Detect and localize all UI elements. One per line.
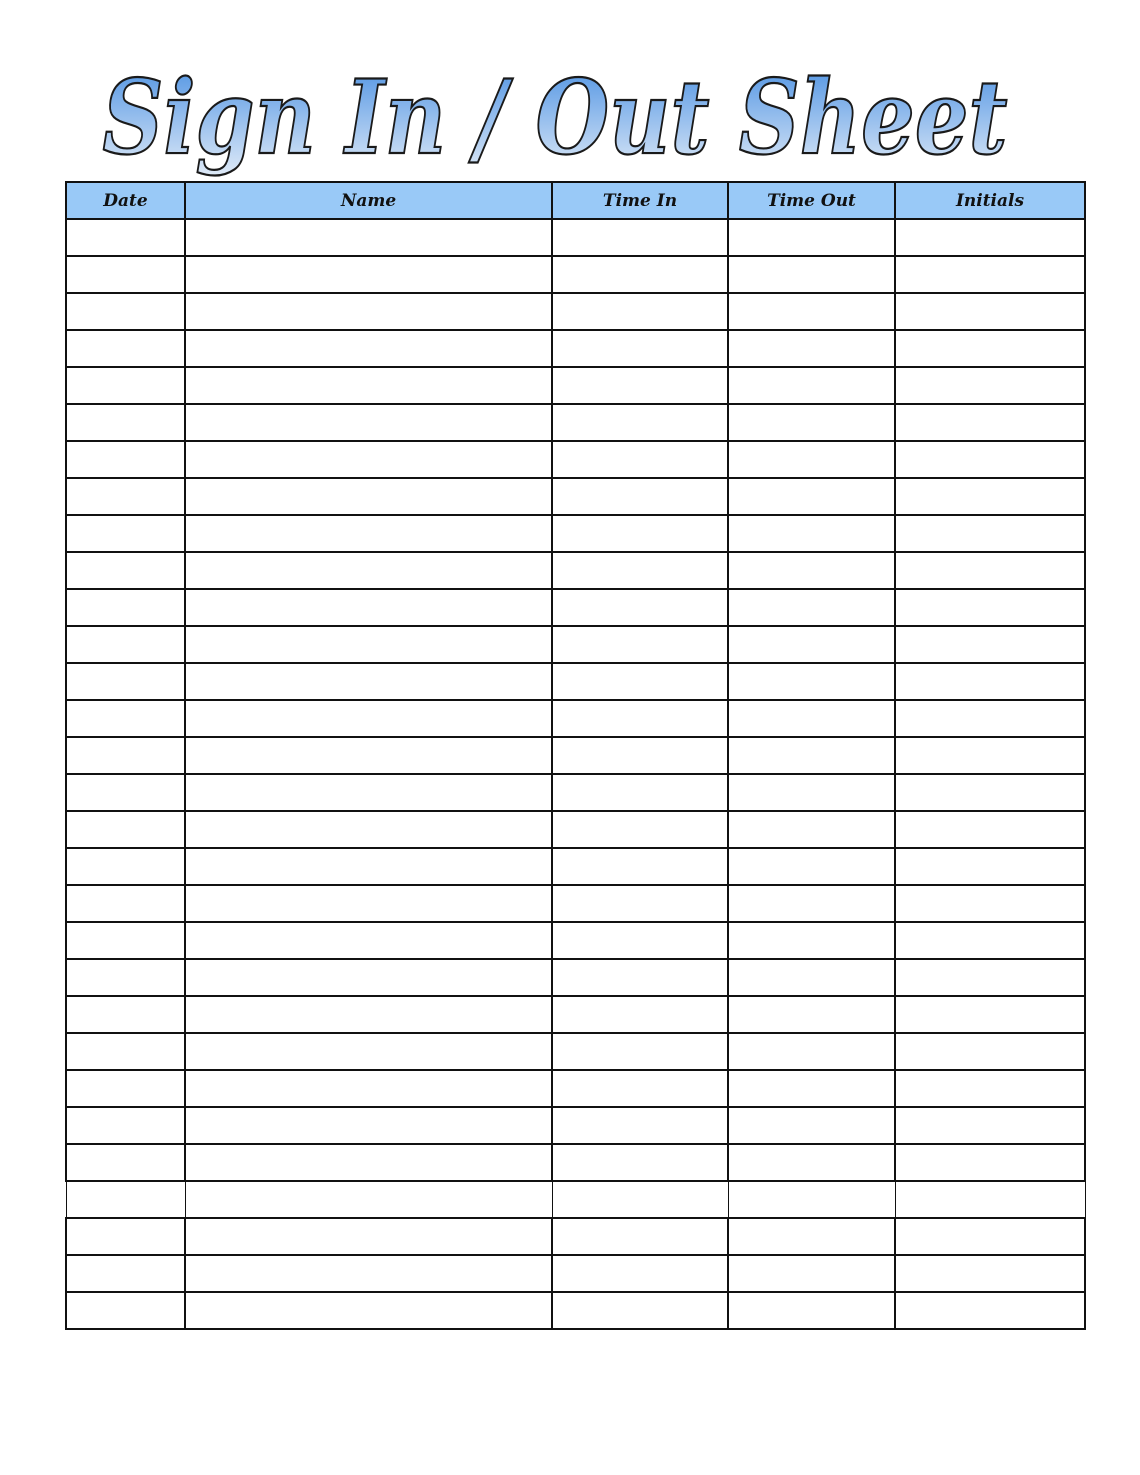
date-cell[interactable] [66, 441, 185, 478]
time-in-cell[interactable] [552, 885, 728, 922]
date-cell[interactable] [66, 922, 185, 959]
initials-cell[interactable] [895, 367, 1085, 404]
time-out-cell[interactable] [728, 1218, 895, 1255]
time-out-cell[interactable] [728, 1070, 895, 1107]
sheet-title: Sign In / Out Sheet [102, 58, 1008, 178]
date-cell[interactable] [66, 737, 185, 774]
table-row [66, 1181, 1085, 1218]
initials-cell[interactable] [895, 1033, 1085, 1070]
time-in-cell[interactable] [552, 219, 728, 256]
sign-in-out-table [65, 181, 1086, 1330]
date-cell[interactable] [66, 256, 185, 293]
time-out-cell[interactable] [728, 478, 895, 515]
name-cell[interactable] [185, 737, 552, 774]
table-row [66, 1218, 1085, 1255]
initials-cell[interactable] [895, 1218, 1085, 1255]
date-cell[interactable] [66, 1292, 185, 1329]
date-cell[interactable] [66, 219, 185, 256]
date-cell[interactable] [66, 959, 185, 996]
table-row [66, 367, 1085, 404]
name-cell[interactable] [185, 700, 552, 737]
table-row [66, 441, 1085, 478]
table-body [66, 219, 1085, 1329]
table-row [66, 256, 1085, 293]
time-in-cell[interactable] [552, 996, 728, 1033]
initials-cell[interactable] [895, 811, 1085, 848]
time-out-cell[interactable] [728, 441, 895, 478]
table-row [66, 1033, 1085, 1070]
column-header-time-in: Time In [552, 182, 728, 219]
initials-cell[interactable] [895, 774, 1085, 811]
time-out-cell[interactable] [728, 1033, 895, 1070]
initials-cell[interactable] [895, 996, 1085, 1033]
name-cell[interactable] [185, 811, 552, 848]
date-cell[interactable] [66, 663, 185, 700]
name-cell[interactable] [185, 1292, 552, 1329]
date-cell[interactable] [66, 626, 185, 663]
time-in-cell[interactable] [552, 1070, 728, 1107]
name-cell[interactable] [185, 1070, 552, 1107]
name-cell[interactable] [185, 922, 552, 959]
sheet-title-banner [0, 50, 1140, 190]
time-in-cell[interactable] [552, 774, 728, 811]
time-in-cell[interactable] [552, 848, 728, 885]
time-out-cell[interactable] [728, 663, 895, 700]
initials-cell[interactable] [895, 663, 1085, 700]
time-out-cell[interactable] [728, 885, 895, 922]
initials-cell[interactable] [895, 552, 1085, 589]
table-row [66, 663, 1085, 700]
date-cell[interactable] [66, 811, 185, 848]
time-out-cell[interactable] [728, 367, 895, 404]
initials-cell[interactable] [895, 515, 1085, 552]
table-row [66, 848, 1085, 885]
table-row [66, 737, 1085, 774]
time-in-cell[interactable] [552, 959, 728, 996]
time-out-cell[interactable] [728, 1107, 895, 1144]
name-cell[interactable] [185, 367, 552, 404]
name-cell[interactable] [185, 404, 552, 441]
time-in-cell[interactable] [552, 1144, 728, 1181]
time-out-cell[interactable] [728, 626, 895, 663]
date-cell[interactable] [66, 1255, 185, 1292]
date-cell[interactable] [66, 885, 185, 922]
table-row [66, 1107, 1085, 1144]
initials-cell[interactable] [895, 1107, 1085, 1144]
name-cell[interactable] [185, 589, 552, 626]
initials-cell[interactable] [895, 256, 1085, 293]
sheet-title-graphic [0, 50, 1140, 190]
time-out-cell[interactable] [728, 404, 895, 441]
initials-cell[interactable] [895, 1181, 1085, 1218]
date-cell[interactable] [66, 848, 185, 885]
initials-cell[interactable] [895, 1292, 1085, 1329]
name-cell[interactable] [185, 256, 552, 293]
time-in-cell[interactable] [552, 256, 728, 293]
initials-cell[interactable] [895, 589, 1085, 626]
name-cell[interactable] [185, 959, 552, 996]
time-in-cell[interactable] [552, 626, 728, 663]
date-cell[interactable] [66, 515, 185, 552]
initials-cell[interactable] [895, 441, 1085, 478]
name-cell[interactable] [185, 1218, 552, 1255]
initials-cell[interactable] [895, 1070, 1085, 1107]
date-cell[interactable] [66, 589, 185, 626]
date-cell[interactable] [66, 774, 185, 811]
table-row [66, 959, 1085, 996]
date-cell[interactable] [66, 1144, 185, 1181]
time-in-cell[interactable] [552, 1181, 728, 1218]
name-cell[interactable] [185, 774, 552, 811]
time-in-cell[interactable] [552, 515, 728, 552]
time-out-cell[interactable] [728, 1255, 895, 1292]
table-row [66, 219, 1085, 256]
time-in-cell[interactable] [552, 1107, 728, 1144]
time-in-cell[interactable] [552, 1033, 728, 1070]
table-row [66, 515, 1085, 552]
table-header-row [66, 182, 1085, 219]
table-row [66, 1292, 1085, 1329]
time-out-cell[interactable] [728, 959, 895, 996]
time-out-cell[interactable] [728, 1181, 895, 1218]
name-cell[interactable] [185, 478, 552, 515]
time-in-cell[interactable] [552, 663, 728, 700]
date-cell[interactable] [66, 700, 185, 737]
name-cell[interactable] [185, 1255, 552, 1292]
time-in-cell[interactable] [552, 922, 728, 959]
time-out-cell[interactable] [728, 256, 895, 293]
date-cell[interactable] [66, 367, 185, 404]
initials-cell[interactable] [895, 1255, 1085, 1292]
initials-cell[interactable] [895, 478, 1085, 515]
time-out-cell[interactable] [728, 811, 895, 848]
time-in-cell[interactable] [552, 1218, 728, 1255]
time-in-cell[interactable] [552, 1292, 728, 1329]
name-cell[interactable] [185, 293, 552, 330]
time-out-cell[interactable] [728, 293, 895, 330]
date-cell[interactable] [66, 293, 185, 330]
time-in-cell[interactable] [552, 737, 728, 774]
initials-cell[interactable] [895, 848, 1085, 885]
time-in-cell[interactable] [552, 404, 728, 441]
time-out-cell[interactable] [728, 1144, 895, 1181]
initials-cell[interactable] [895, 330, 1085, 367]
time-in-cell[interactable] [552, 330, 728, 367]
table-row [66, 922, 1085, 959]
time-out-cell[interactable] [728, 922, 895, 959]
time-out-cell[interactable] [728, 848, 895, 885]
time-in-cell[interactable] [552, 589, 728, 626]
table-row [66, 885, 1085, 922]
date-cell[interactable] [66, 996, 185, 1033]
table-row [66, 700, 1085, 737]
time-out-cell[interactable] [728, 515, 895, 552]
initials-cell[interactable] [895, 293, 1085, 330]
name-cell[interactable] [185, 626, 552, 663]
initials-cell[interactable] [895, 700, 1085, 737]
date-cell[interactable] [66, 1033, 185, 1070]
time-out-cell[interactable] [728, 1292, 895, 1329]
date-cell[interactable] [66, 1070, 185, 1107]
name-cell[interactable] [185, 996, 552, 1033]
time-out-cell[interactable] [728, 589, 895, 626]
time-in-cell[interactable] [552, 478, 728, 515]
time-in-cell[interactable] [552, 1255, 728, 1292]
time-in-cell[interactable] [552, 811, 728, 848]
column-header-date: Date [66, 182, 185, 219]
name-cell[interactable] [185, 1107, 552, 1144]
initials-cell[interactable] [895, 626, 1085, 663]
name-cell[interactable] [185, 515, 552, 552]
name-cell[interactable] [185, 552, 552, 589]
date-cell[interactable] [66, 552, 185, 589]
table-row [66, 996, 1085, 1033]
time-out-cell[interactable] [728, 219, 895, 256]
time-in-cell[interactable] [552, 293, 728, 330]
date-cell[interactable] [66, 1218, 185, 1255]
table-row [66, 811, 1085, 848]
time-out-cell[interactable] [728, 552, 895, 589]
initials-cell[interactable] [895, 404, 1085, 441]
time-out-cell[interactable] [728, 737, 895, 774]
name-cell[interactable] [185, 885, 552, 922]
table-row [66, 404, 1085, 441]
initials-cell[interactable] [895, 219, 1085, 256]
table-row [66, 1070, 1085, 1107]
table-row [66, 330, 1085, 367]
time-out-cell[interactable] [728, 774, 895, 811]
initials-cell[interactable] [895, 1144, 1085, 1181]
column-header-time-out: Time Out [728, 182, 895, 219]
time-in-cell[interactable] [552, 441, 728, 478]
table-row [66, 1144, 1085, 1181]
time-out-cell[interactable] [728, 996, 895, 1033]
table-row [66, 1255, 1085, 1292]
column-header-initials: Initials [895, 182, 1085, 219]
time-in-cell[interactable] [552, 367, 728, 404]
name-cell[interactable] [185, 441, 552, 478]
date-cell[interactable] [66, 1181, 185, 1218]
table-row [66, 774, 1085, 811]
table-row [66, 478, 1085, 515]
date-cell[interactable] [66, 478, 185, 515]
name-cell[interactable] [185, 1144, 552, 1181]
name-cell[interactable] [185, 330, 552, 367]
column-header-name: Name [185, 182, 552, 219]
initials-cell[interactable] [895, 885, 1085, 922]
time-out-cell[interactable] [728, 700, 895, 737]
name-cell[interactable] [185, 663, 552, 700]
table-row [66, 552, 1085, 589]
date-cell[interactable] [66, 330, 185, 367]
time-out-cell[interactable] [728, 330, 895, 367]
time-in-cell[interactable] [552, 552, 728, 589]
table-row [66, 626, 1085, 663]
name-cell[interactable] [185, 1033, 552, 1070]
name-cell[interactable] [185, 219, 552, 256]
table-row [66, 589, 1085, 626]
initials-cell[interactable] [895, 959, 1085, 996]
table-row [66, 293, 1085, 330]
time-in-cell[interactable] [552, 700, 728, 737]
name-cell[interactable] [185, 848, 552, 885]
date-cell[interactable] [66, 404, 185, 441]
name-cell[interactable] [185, 1181, 552, 1218]
initials-cell[interactable] [895, 737, 1085, 774]
initials-cell[interactable] [895, 922, 1085, 959]
date-cell[interactable] [66, 1107, 185, 1144]
